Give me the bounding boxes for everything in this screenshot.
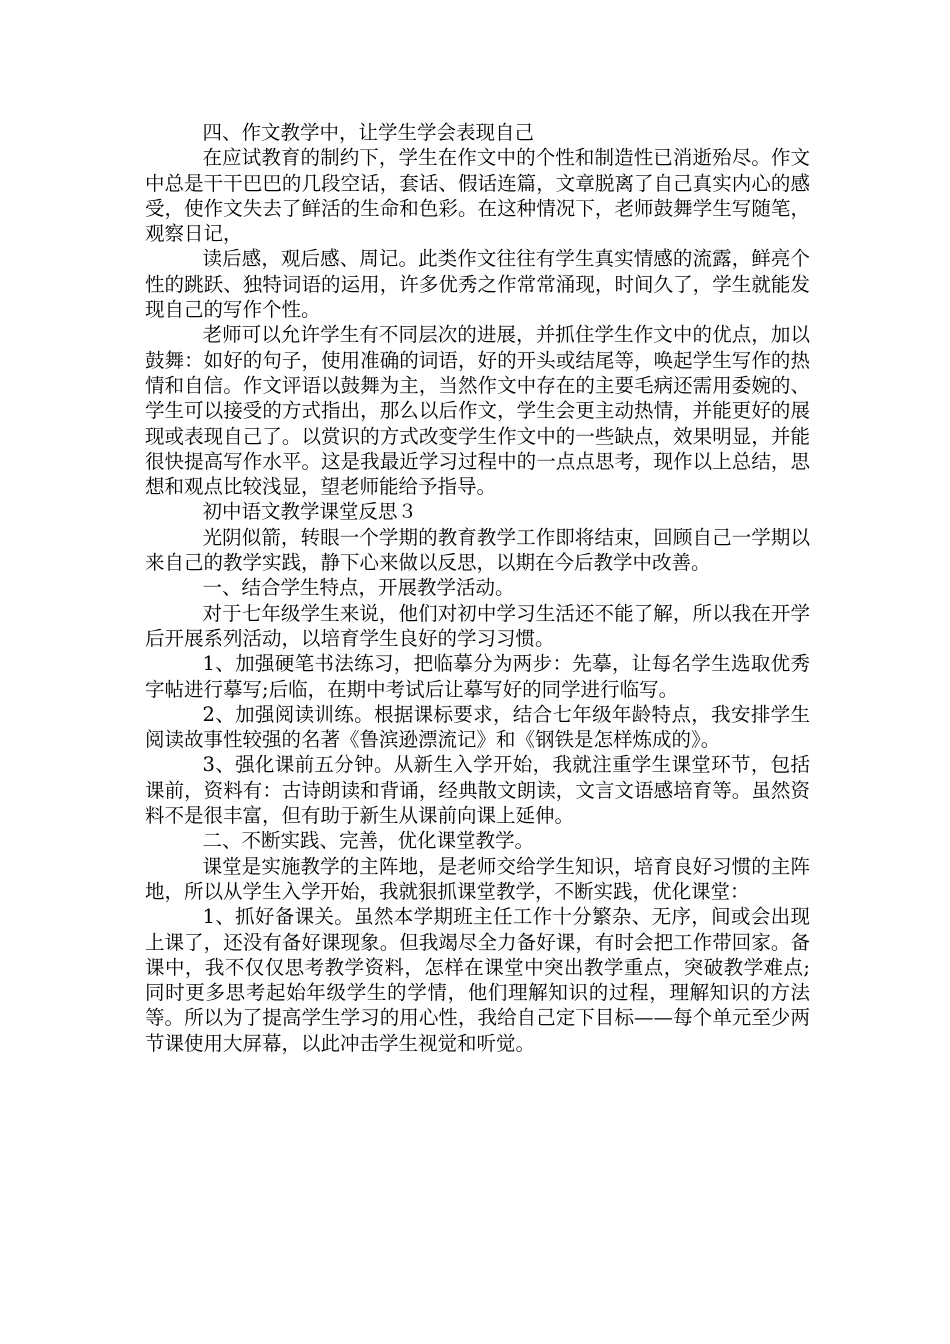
paragraph-classroom-main-front: 课堂是实施教学的主阵地，是老师交给学生知识，培育良好习惯的主阵地，所以从学生入学开始，我就狠抓课堂教学，不断实践，优化课堂： xyxy=(145,854,810,903)
paragraph-item-five-minutes: 3、强化课前五分钟。从新生入学开始，我就注重学生课堂环节，包括课前，资料有：古诗朗读和背诵，经典散文朗读，文言文语感培育等。虽然资料不是很丰富，但有助于新生从课前向课上延伸。 xyxy=(145,753,810,828)
paragraph-item-calligraphy: 1、加强硬笔书法练习，把临摹分为两步：先摹，让每名学生选取优秀字帖进行摹写;后临，在期中考试后让摹写好的同学进行临写。 xyxy=(145,652,810,701)
paragraph-exam-constraints: 在应试教育的制约下，学生在作文中的个性和制造性已消逝殆尽。作文中总是干干巴巴的几段空话，套话、假话连篇，文章脱离了自己真实内心的感受，使作文失去了鲜活的生命和色彩。在这种情况下，老师鼓舞学生写随笔，观察日记， xyxy=(145,146,810,246)
paragraph-article-title-3: 初中语文教学课堂反思３ xyxy=(202,500,418,524)
document-body xyxy=(145,120,810,1056)
paragraph-item-lesson-prep: 1、抓好备课关。虽然本学期班主任工作十分繁杂、无序，间或会出现上课了，还没有备好课现象。但我竭尽全力备好课，有时会把工作带回家。备课中，我不仅仅思考教学资料，怎样在课堂中突出教学重点，突破教学难点;同时更多思考起始年级学生的学情，他们理解知识的过程，理解知识的方法等。所以为了提高学生学习的用心性，我给自己定下目标——每个单元至少两节课使用大屏幕，以此冲击学生视觉和听觉。 xyxy=(145,905,810,1055)
paragraph-item-reading: 2、加强阅读训练。根据课标要求，结合七年级年龄特点，我安排学生阅读故事性较强的名著《鲁滨逊漂流记》和《钢铁是怎样炼成的》。 xyxy=(145,702,810,752)
paragraph-section-one-heading: 一、结合学生特点，开展教学活动。 xyxy=(202,576,515,600)
paragraph-section-four-heading: 四、作文教学中，让学生学会表现自己 xyxy=(202,121,535,144)
paragraph-reflections: 读后感，观后感、周记。此类作文往往有学生真实情感的流露，鲜亮个性的跳跃、独特词语的运用，许多优秀之作常常涌现，时间久了，学生就能发现自己的写作个性。 xyxy=(145,247,810,322)
paragraph-grade-seven-students: 对于七年级学生来说，他们对初中学习生活还不能了解，所以我在开学后开展系列活动，以培育学生良好的学习习惯。 xyxy=(145,601,810,650)
paragraph-semester-review: 光阴似箭，转眼一个学期的教育教学工作即将结束，回顾自己一学期以来自己的教学实践，静下心来做以反思，以期在今后教学中改善。 xyxy=(145,525,810,575)
paragraph-section-two-heading: 二、不断实践、完善，优化课堂教学。 xyxy=(202,829,535,853)
paragraph-encouragement: 老师可以允许学生有不同层次的进展，并抓住学生作文中的优点，加以鼓舞：如好的句子，使用准确的词语，好的开头或结尾等，唤起学生写作的热情和自信。作文评语以鼓舞为主，当然作文中存在的主要毛病还需用委婉的、学生可以接受的方式指出，那么以后作文，学生会更主动热情，并能更好的展现或表现自己了。以赏识的方式改变学生作文中的一些缺点，效果明显，并能很快提高写作水平。这是我最近学习过程中的一点点思考，现作以上总结，思想和观点比较浅显，望老师能给予指导。 xyxy=(145,323,810,499)
